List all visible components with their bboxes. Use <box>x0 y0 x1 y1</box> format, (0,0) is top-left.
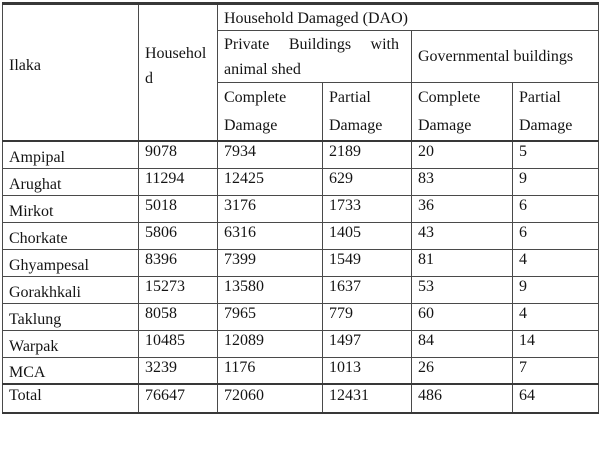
private-partial-cell: 1733 <box>323 195 412 222</box>
gov-partial-damage-header: Partial Damage <box>513 83 599 142</box>
table-row-mca <box>3 357 599 384</box>
total-private-complete-cell: 72060 <box>218 384 323 413</box>
gov-complete-cell: 36 <box>412 195 513 222</box>
total-private-partial-cell: 12431 <box>323 384 412 413</box>
private-partial-cell: 1013 <box>323 357 412 384</box>
ilaka-cell: Gorakhkali <box>3 276 139 303</box>
household-damaged-dao-header: Household Damaged (DAO) <box>218 4 599 31</box>
gov-complete-cell: 60 <box>412 303 513 330</box>
private-partial-cell: 779 <box>323 303 412 330</box>
household-cell: 5806 <box>139 222 218 249</box>
private-partial-cell: 629 <box>323 168 412 195</box>
gov-complete-cell: 20 <box>412 141 513 168</box>
total-gov-complete-cell: 486 <box>412 384 513 413</box>
gov-partial-cell: 14 <box>513 330 599 357</box>
total-gov-partial-cell: 64 <box>513 384 599 413</box>
table-row-arughat <box>3 168 599 195</box>
private-complete-cell: 12425 <box>218 168 323 195</box>
total-label-cell: Total <box>3 384 139 413</box>
ilaka-cell: MCA <box>3 357 139 384</box>
gov-partial-cell: 4 <box>513 249 599 276</box>
ilaka-column-header: Ilaka <box>3 4 139 142</box>
private-complete-cell: 13580 <box>218 276 323 303</box>
gov-partial-cell: 6 <box>513 195 599 222</box>
private-complete-cell: 6316 <box>218 222 323 249</box>
gov-partial-cell: 5 <box>513 141 599 168</box>
private-complete-cell: 1176 <box>218 357 323 384</box>
private-complete-damage-header: Complete Damage <box>218 83 323 142</box>
private-complete-cell: 12089 <box>218 330 323 357</box>
household-cell: 8396 <box>139 249 218 276</box>
private-partial-cell: 2189 <box>323 141 412 168</box>
gov-complete-damage-header: Complete Damage <box>412 83 513 142</box>
gov-complete-cell: 43 <box>412 222 513 249</box>
gov-complete-cell: 26 <box>412 357 513 384</box>
household-cell: 11294 <box>139 168 218 195</box>
gov-complete-cell: 53 <box>412 276 513 303</box>
household-cell: 10485 <box>139 330 218 357</box>
gov-complete-cell: 83 <box>412 168 513 195</box>
governmental-buildings-header: Governmental buildings <box>412 31 599 83</box>
table-row-mirkot <box>3 195 599 222</box>
table-row-ghyampesal <box>3 249 599 276</box>
ilaka-cell: Ampipal <box>3 141 139 168</box>
gov-partial-cell: 9 <box>513 276 599 303</box>
gov-partial-cell: 6 <box>513 222 599 249</box>
ilaka-cell: Taklung <box>3 303 139 330</box>
household-cell: 5018 <box>139 195 218 222</box>
private-partial-cell: 1549 <box>323 249 412 276</box>
header-row-group <box>3 4 599 31</box>
household-column-header: Household <box>139 4 218 142</box>
table-row-taklung <box>3 303 599 330</box>
private-complete-cell: 3176 <box>218 195 323 222</box>
gov-partial-cell: 7 <box>513 357 599 384</box>
household-cell: 9078 <box>139 141 218 168</box>
table-row-total <box>3 384 599 413</box>
private-complete-cell: 7934 <box>218 141 323 168</box>
private-partial-damage-header: Partial Damage <box>323 83 412 142</box>
ilaka-cell: Ghyampesal <box>3 249 139 276</box>
private-buildings-header: Private Buildings with animal shed <box>218 31 412 83</box>
table-row-chorkate <box>3 222 599 249</box>
private-complete-cell: 7399 <box>218 249 323 276</box>
ilaka-cell: Mirkot <box>3 195 139 222</box>
household-cell: 8058 <box>139 303 218 330</box>
private-complete-cell: 7965 <box>218 303 323 330</box>
table-row-ampipal <box>3 141 599 168</box>
household-cell: 3239 <box>139 357 218 384</box>
private-partial-cell: 1405 <box>323 222 412 249</box>
gov-partial-cell: 4 <box>513 303 599 330</box>
ilaka-cell: Arughat <box>3 168 139 195</box>
household-damage-table <box>2 2 599 414</box>
ilaka-cell: Warpak <box>3 330 139 357</box>
table-row-warpak <box>3 330 599 357</box>
total-household-cell: 76647 <box>139 384 218 413</box>
gov-complete-cell: 84 <box>412 330 513 357</box>
table-row-gorakhkali <box>3 276 599 303</box>
gov-partial-cell: 9 <box>513 168 599 195</box>
household-cell: 15273 <box>139 276 218 303</box>
ilaka-cell: Chorkate <box>3 222 139 249</box>
gov-complete-cell: 81 <box>412 249 513 276</box>
private-partial-cell: 1637 <box>323 276 412 303</box>
private-partial-cell: 1497 <box>323 330 412 357</box>
